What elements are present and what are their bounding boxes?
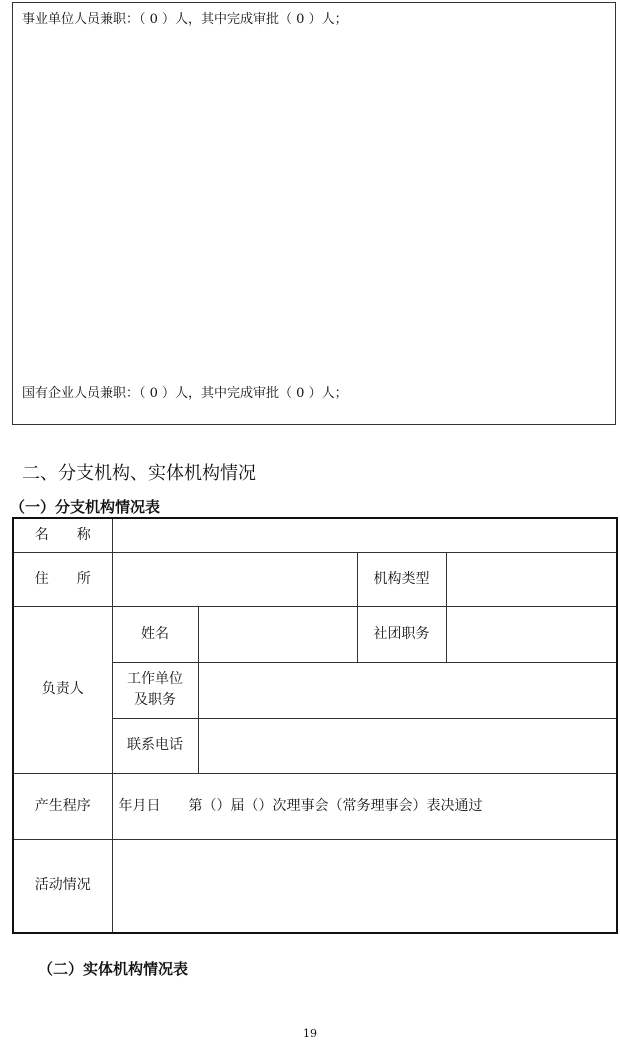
name-label: 名 称: [13, 518, 112, 552]
table-row: [13, 839, 617, 933]
person-name-label: 姓名: [112, 606, 198, 662]
top-section-box: [12, 2, 616, 425]
org-type-value[interactable]: [446, 552, 617, 606]
table-row: [13, 773, 617, 839]
entity-table-title: （二）实体机构情况表: [38, 960, 189, 978]
branch-table-title: （一）分支机构情况表: [10, 498, 161, 516]
name-value[interactable]: [112, 518, 617, 552]
work-unit-label: [112, 662, 198, 718]
society-post-label: 社团职务: [357, 606, 446, 662]
person-in-charge-label: 负责人: [13, 606, 112, 773]
branch-info-table: [12, 517, 618, 934]
phone-value[interactable]: [198, 718, 617, 773]
activity-value[interactable]: [112, 839, 617, 933]
page-number: 19: [303, 1027, 317, 1040]
section-2-title: 二、分支机构、实体机构情况: [22, 463, 256, 484]
state-enterprise-parttime-line: 国有企业人员兼职：（ 0 ）人，其中完成审批（ 0 ）人；: [22, 386, 348, 401]
work-unit-label-line-2: 及职务: [134, 692, 176, 708]
person-name-value[interactable]: [198, 606, 357, 662]
address-label: 住 所: [13, 552, 112, 606]
activity-label: 活动情况: [13, 839, 112, 933]
procedure-label: 产生程序: [13, 773, 112, 839]
procedure-value[interactable]: 年月日 第（）届（）次理事会（常务理事会）表决通过: [112, 773, 617, 839]
table-row: [13, 518, 617, 552]
public-institution-parttime-line: 事业单位人员兼职：（ 0 ）人，其中完成审批（ 0 ）人；: [22, 12, 348, 27]
org-type-label: 机构类型: [357, 552, 446, 606]
society-post-value[interactable]: [446, 606, 617, 662]
phone-label: 联系电话: [112, 718, 198, 773]
work-unit-label-line-1: 工作单位: [127, 671, 183, 687]
work-unit-value[interactable]: [198, 662, 617, 718]
table-row: [13, 606, 617, 662]
address-value[interactable]: [112, 552, 357, 606]
table-row: [13, 552, 617, 606]
